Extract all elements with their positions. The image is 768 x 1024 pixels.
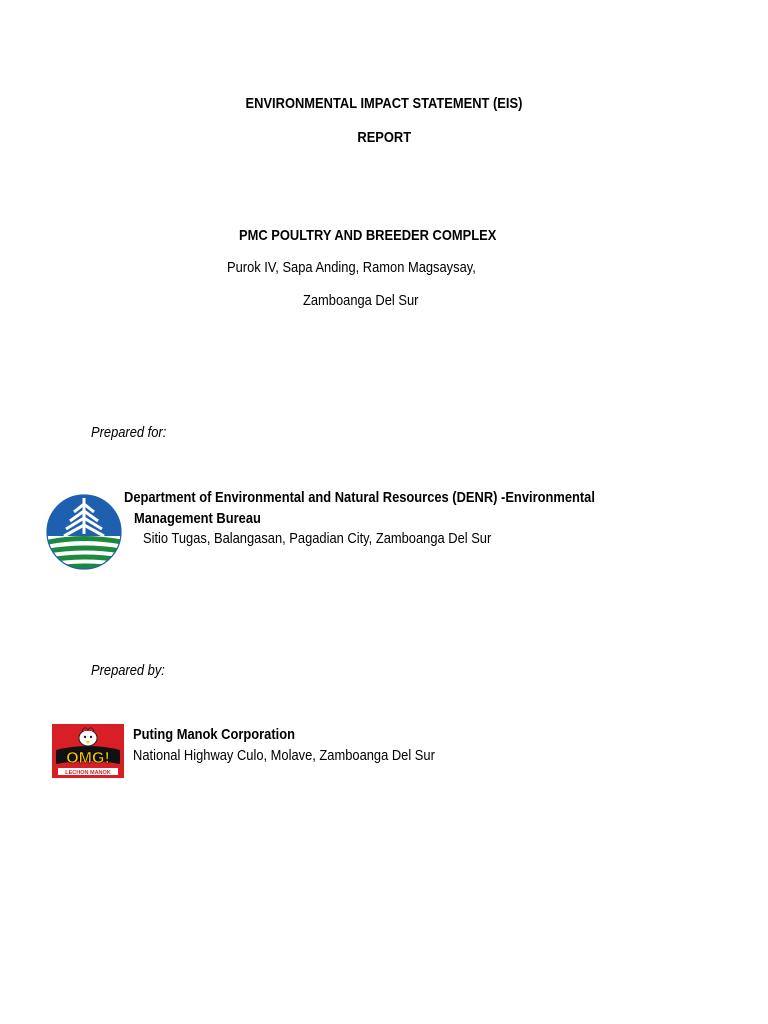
denr-logo-icon [46, 492, 124, 572]
prepared-by-org: Puting Manok Corporation [133, 726, 295, 743]
project-address-line1: Purok IV, Sapa Anding, Ramon Magsaysay, [227, 259, 476, 276]
project-address-line2: Zamboanga Del Sur [303, 292, 419, 309]
omg-logo-text: OMG! [66, 750, 110, 767]
report-title-line1: ENVIRONMENTAL IMPACT STATEMENT (EIS) [245, 95, 523, 112]
report-title-line2: REPORT [357, 129, 411, 146]
omg-logo-subtext: LECHON MANOK [65, 770, 111, 776]
project-name: PMC POULTRY AND BREEDER COMPLEX [239, 227, 497, 244]
prepared-by-label: Prepared by: [91, 662, 165, 679]
prepared-for-address: Sitio Tugas, Balangasan, Pagadian City, Zamboanga Del Sur [143, 530, 492, 547]
prepared-for-label: Prepared for: [91, 424, 167, 441]
prepared-for-org-line2: Management Bureau [134, 510, 261, 527]
omg-lechon-manok-logo-icon [52, 724, 124, 778]
prepared-for-org-line1: Department of Environmental and Natural Resources (DENR) -Environmental [124, 489, 595, 506]
prepared-by-address: National Highway Culo, Molave, Zamboanga Del Sur [133, 747, 435, 764]
